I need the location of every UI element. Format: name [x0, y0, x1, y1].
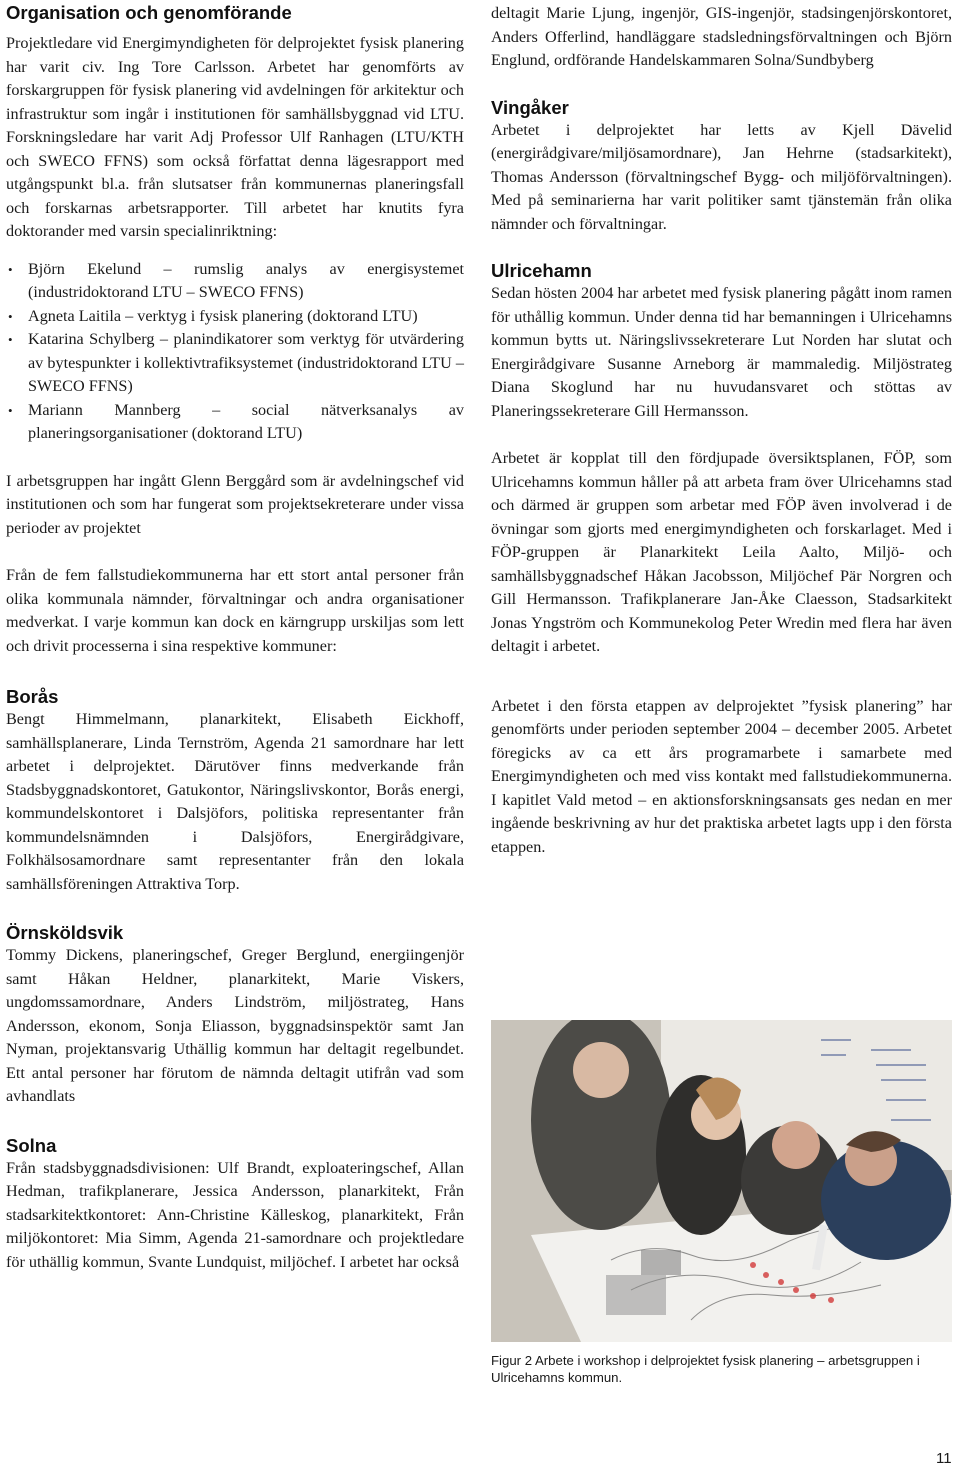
left-column — [6, 0, 464, 1274]
municipalities-paragraph: Från de fem fallstudiekommunerna har ett stort antal personer från olika kommunala nämnder, förvaltningar och andra organisationer medverkat. I varje kommun kan dock en kärngrupp urskiljas som lett och drivit processerna i sina respektive kommuner: — [6, 566, 464, 655]
solna-paragraph: Från stadsbyggnadsdivisionen: Ulf Brandt, exploateringschef, Allan Hedman, trafikplanerare, Jessica Andersson, planarkitekt, Från stadsarkitektkontoret: Ann-Christine Källeskog, planarkitekt, Från miljökontoret: Mia Simm, Agenda 21-samordnare och projektledare för uthällig kommun, Svante Lundquist, miljöchef. I arbetet har också — [6, 1158, 464, 1271]
list-item: • Björn Ekelund – rumslig analys av energisystemet (industridoktorand LTU – SWECO FFNS) — [6, 258, 464, 305]
page-number: 11 — [936, 1450, 952, 1467]
ulricehamn-heading: Ulricehamn — [491, 260, 592, 281]
boras-heading: Borås — [6, 686, 59, 707]
right-column — [491, 0, 952, 859]
figure-caption: Figur 2 Arbete i workshop i delprojektet fysisk planering – arbetsgruppen i Ulricehamns kommun. — [491, 1353, 920, 1385]
workgroup-paragraph: I arbetsgruppen har ingått Glenn Berggård som är avdelningschef vid institutionen och som har fungerat som projektsekreterare under vissa perioder av projektet — [6, 471, 464, 537]
solna-continued-paragraph: deltagit Marie Ljung, ingenjör, GIS-ingenjör, stadsingenjörskontoret, Anders Offerlind, handläggare stadsledningsförvaltningen och Björn Englund, ordförande Handelskammaren Solna/Sundbyberg — [491, 4, 952, 69]
doctoral-students-list — [6, 258, 464, 446]
vingaker-paragraph: Arbetet i delprojektet har letts av Kjell Dävelid (energirådgivare/miljösamordnare), Jan Hehrne (stadsarkitekt), Thomas Andersson (förvaltningschef Bygg- och miljöförvaltningen). Med på seminarierna har varit politiker samt tjänstemän från olika nämnder och förvaltningar. — [491, 120, 952, 233]
ornskoldsvik-paragraph: Tommy Dickens, planeringschef, Greger Berglund, energiingenjör samt Håkan Heldner, planarkitekt, Marie Viskers, ungdomssamordnare, Anders Lindström, miljöstrateg, Hans Andersson, ekonom, Sonja Eliasson, byggnadsinspektör samt Jan Nyman, projektansvarig Uthällig kommun har deltagit regelbundet. Ett antal personer har förutom de nämnda deltagit utifrån vad som avhandlats — [6, 946, 464, 1105]
workshop-photo-illustration — [491, 1020, 952, 1342]
list-item: • Agneta Laitila – verktyg i fysisk planering (doktorand LTU) — [6, 305, 464, 329]
list-item: • Mariann Mannberg – social nätverksanalys av planeringsorganisationer (doktorand LTU) — [6, 399, 464, 446]
ulricehamn-paragraph-2: Arbetet är kopplat till den fördjupade översiktsplanen, FÖP, som Ulricehamns kommun håller på att arbeta fram över Ulricehamns stad och därmed är gruppen som arbetar med FÖP även involverad i de övningar som gjorts med energimyndigheten och forskarlaget. Med i FÖP-gruppen är Planarkitekt Leila Aalto, Miljö- och samhällsbyggnadschef Håkan Jacobsson, Miljöchef Pär Norgren och Gill Hermansson. Trafikplanerare Jan-Åke Claesson, Stadsarkitekt Jonas Yngström och Kommunekolog Peter Wredin med flera har även deltagit i arbetet. — [491, 449, 952, 655]
ulricehamn-paragraph: Sedan hösten 2004 har arbetet med fysisk planering pågått inom ramen för uthållig kommun. Under denna tid har bemanningen i Ulricehamns kommun bytts ut. Näringslivssekreterare Lut Norden har slutat och Energirådgivare Susanne Arneborg är mammaledig. Miljöstrateg Diana Skoglund har nu huvudansvaret och stöttas av Planeringssekreterare Gill Hermansson. — [491, 284, 952, 420]
section-heading: Organisation och genomförande — [6, 2, 292, 23]
vingaker-heading: Vingåker — [491, 96, 569, 118]
ornskoldsvik-heading: Örnsköldsvik — [6, 922, 124, 943]
intro-paragraph: Projektledare vid Energimyndigheten för delprojektet fysisk planering har varit civ. Ing Tore Carlsson. Arbetet har genomförts av forskargruppen för fysisk planering vid avdelningen för arkitektur och infrastruktur som ingår i institutionen för samhällsbyggnad vid LTU. Forskningsledare har varit Adj Professor Ulf Ranhagen (LTU/KTH och SWECO FFNS) som också författat denna lägesrapport med utgångspunkt bl.a. från slutsatser från kommunernas planeringsfall och forskarnas arbetsrapporter. Till arbetet har knutits fyra doktorander med varsin specialinriktning: — [6, 34, 464, 240]
boras-paragraph: Bengt Himmelmann, planarkitekt, Elisabeth Eickhoff, samhällsplanerare, Linda Ternström, Agenda 21 samordnare har lett arbetet i delprojektet. Därutöver finns medverkande från Stadsbyggnadskontoret, Gatukontor, Näringslivskontor, Borås energi, kommundelskontoret i Dalsjöfors, politiska representanter från kommundelsnämnden i Dalsjöfors, Energirådgivare, Folkhälsosamordnare samt representanter från den lokala samhällsföreningen Attraktiva Torp. — [6, 710, 464, 893]
list-item: • Katarina Schylberg – planindikatorer som verktyg för utvärdering av bytespunkter i kollektivtrafiksystemet (industridoktorand LTU – SWECO FFNS) — [6, 328, 464, 399]
solna-heading: Solna — [6, 1134, 57, 1156]
workshop-photo — [491, 1020, 952, 1342]
first-stage-paragraph: Arbetet i den första etappen av delprojektet ”fysisk planering” har genomförts under perioden september 2004 – december 2005. Arbetet föregicks av ca ett års programarbete i samarbete med Energimyndigheten och med viss kontakt med fallstudiekommunerna. I kapitlet Vald metod – en aktionsforskningsansats ges nedan en mer ingående beskrivning av hur det praktiska arbetet lagts upp i den första etappen. — [491, 696, 952, 856]
